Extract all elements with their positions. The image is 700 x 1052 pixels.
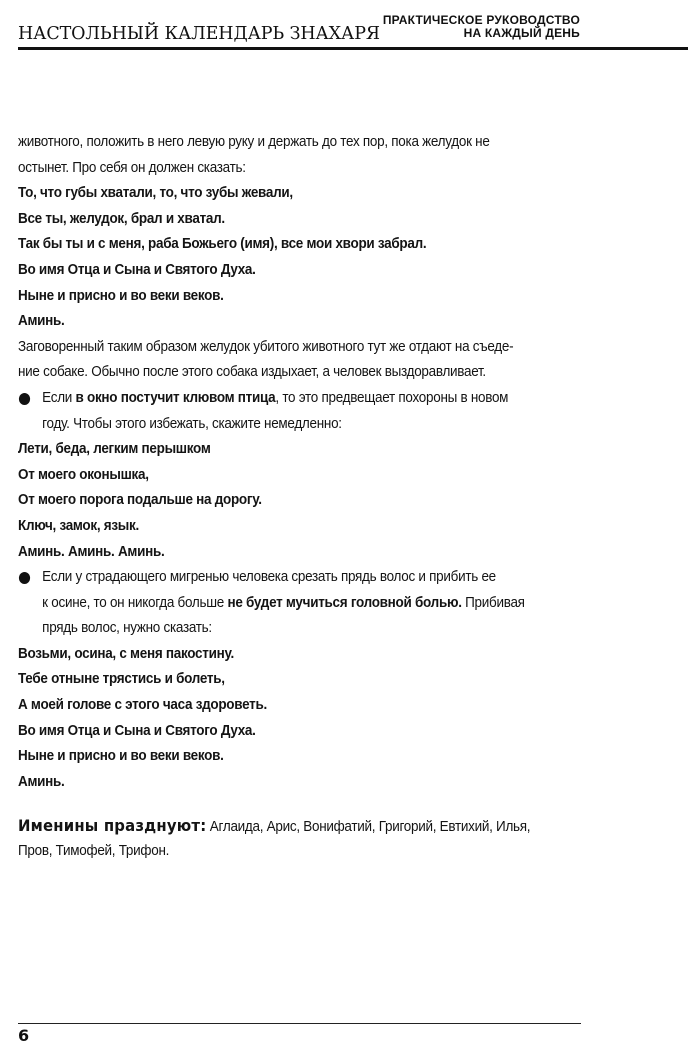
charm-line: Ключ, замок, язык. — [18, 517, 139, 534]
paragraph-line: животного, положить в него левую руку и держать до тех пор, пока желудок не — [18, 134, 490, 150]
bullet-text-line: году. Чтобы этого избежать, скажите немедленно: — [42, 415, 342, 432]
namedays-line: Пров, Тимофей, Трифон. — [18, 842, 170, 859]
bullet-text-line: прядь волос, нужно сказать: — [42, 620, 212, 637]
bullet-text: Прибивая — [461, 594, 525, 611]
bullet-text: Если у страдающего мигренью человека срезать прядь волос и прибить ее — [42, 569, 496, 586]
namedays-names: Аглаида, Арис, Вонифатий, Григорий, Евтихий, Илья, — [206, 819, 531, 835]
page-body — [18, 130, 543, 795]
charm-line: Возьми, осина, с меня пакостину. — [18, 645, 234, 662]
subtitle-line-2: НА КАЖДЫЙ ДЕНЬ — [463, 26, 580, 40]
bullet-icon — [19, 572, 30, 584]
subtitle-line-1: ПРАКТИЧЕСКОЕ РУКОВОДСТВО — [382, 13, 580, 27]
bullet-text: к осине, то он никогда больше — [42, 594, 228, 611]
charm-line: Ныне и присно и во веки веков. — [18, 287, 224, 304]
charm-line: Ныне и присно и во веки веков. — [18, 748, 224, 765]
charm-line: Все ты, желудок, брал и хватал. — [18, 210, 225, 227]
running-header — [18, 10, 688, 46]
book-subtitle — [383, 14, 580, 40]
namedays-heading: Именины празднуют: — [18, 816, 207, 835]
charm-line: Во имя Отца и Сына и Святого Духа. — [18, 261, 256, 278]
header-rule — [18, 47, 688, 50]
charm-line: Лети, беда, легким перышком — [18, 441, 211, 458]
page-number: 6 — [18, 1026, 30, 1045]
bullet-item — [18, 565, 543, 591]
charm-line: Аминь. — [18, 773, 65, 790]
namedays-block — [18, 813, 576, 864]
charm-line: Во имя Отца и Сына и Святого Духа. — [18, 722, 256, 739]
charm-line: Аминь. — [18, 313, 65, 330]
charm-line: От моего порога подальше на дорогу. — [18, 492, 262, 509]
charm-line: А моей голове с этого часа здороветь. — [18, 697, 267, 714]
bullet-emphasis: в окно постучит клювом птица — [75, 389, 276, 406]
book-title: НАСТОЛЬНЫЙ КАЛЕНДАРЬ ЗНАХАРЯ — [18, 24, 380, 44]
bullet-text: Если — [42, 389, 76, 406]
charm-line: Аминь. Аминь. Аминь. — [18, 543, 165, 560]
footer-rule — [18, 1023, 581, 1024]
paragraph-line: Заговоренный таким образом желудок убитого животного тут же отдают на съеде- — [18, 338, 514, 355]
bullet-text-line — [18, 591, 543, 617]
paragraph-line: остынет. Про себя он должен сказать: — [18, 159, 246, 176]
paragraph-line: ние собаке. Обычно после этого собака издыхает, а человек выздоравливает. — [18, 364, 486, 381]
bullet-emphasis: не будет мучиться головной болью. — [227, 594, 462, 611]
bullet-item — [18, 386, 543, 412]
charm-line: То, что губы хватали, то, что зубы жевали, — [18, 185, 293, 202]
charm-line: От моего оконышка, — [18, 466, 149, 483]
charm-line: Так бы ты и с меня, раба Божьего (имя), все мои хвори забрал. — [18, 236, 427, 253]
bullet-text: , то это предвещает похороны в новом — [275, 389, 509, 406]
charm-line: Тебе отныне трястись и болеть, — [18, 671, 225, 688]
namedays-line — [18, 813, 576, 839]
bullet-icon — [19, 393, 30, 405]
